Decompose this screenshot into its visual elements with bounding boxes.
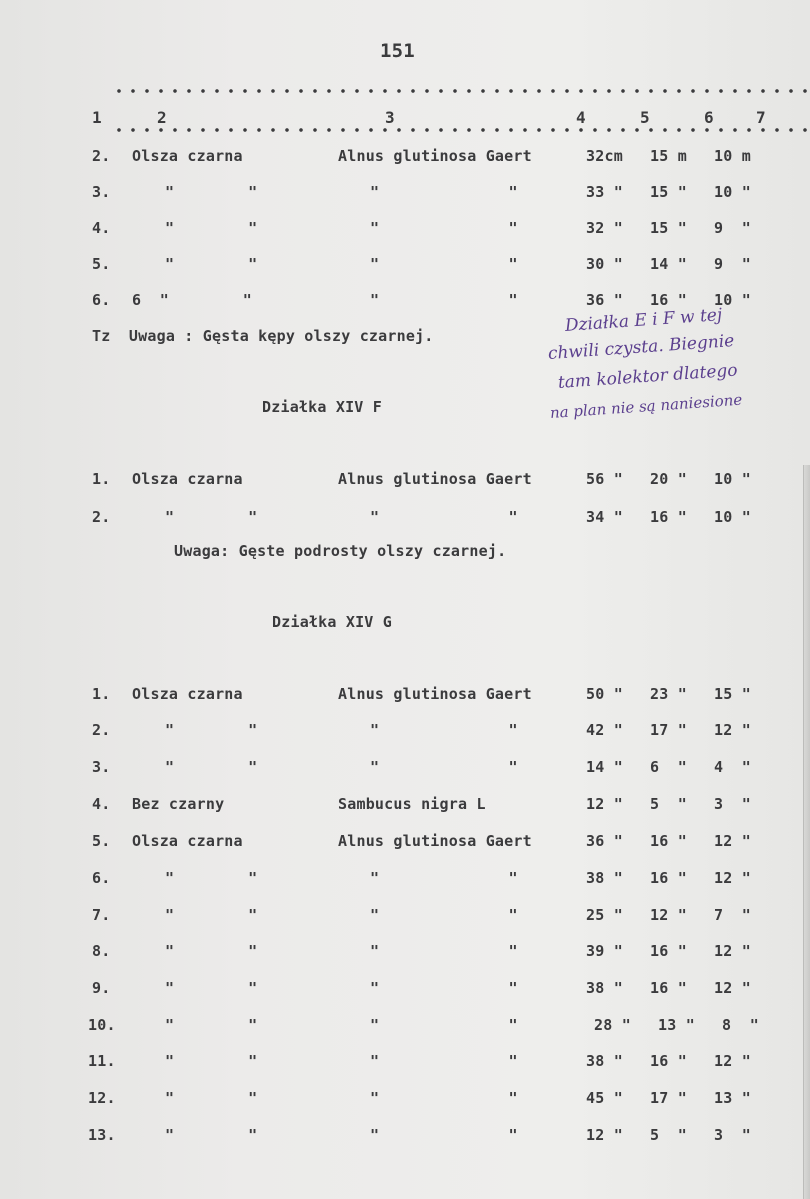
diameter-value: 50 " — [586, 685, 623, 703]
height-value: 17 " — [650, 721, 687, 739]
column-number: 5 — [640, 108, 650, 127]
row-number: 2. — [92, 147, 111, 165]
column-number: 4 — [576, 108, 586, 127]
crown-value: 12 " — [714, 869, 751, 887]
crown-value: 7 " — [714, 906, 751, 924]
crown-value: 12 " — [714, 979, 751, 997]
ditto-mark: " " — [370, 1126, 518, 1144]
dotted-rule-bottom — [112, 127, 810, 133]
handwritten-line: tam kolektor dlatego — [557, 360, 739, 393]
ditto-mark: " " — [165, 979, 258, 997]
polish-name: Bez czarny — [132, 795, 225, 813]
polish-name: Olsza czarna — [132, 470, 243, 488]
diameter-value: 38 " — [586, 869, 623, 887]
height-value: 16 " — [650, 869, 687, 887]
row-number: 7. — [92, 906, 111, 924]
ditto-mark: " " — [370, 1052, 518, 1070]
ditto-mark: " " — [165, 508, 258, 526]
height-value: 17 " — [650, 1089, 687, 1107]
height-value: 16 " — [650, 832, 687, 850]
latin-name: Alnus glutinosa Gaert — [338, 470, 532, 488]
latin-name: Alnus glutinosa Gaert — [338, 685, 532, 703]
crown-value: 10 " — [714, 508, 751, 526]
diameter-value: 56 " — [586, 470, 623, 488]
ditto-mark: " " — [165, 1089, 258, 1107]
height-value: 6 " — [650, 758, 687, 776]
height-value: 16 " — [650, 291, 687, 309]
ditto-mark: " " — [370, 291, 518, 309]
crown-value: 12 " — [714, 832, 751, 850]
note-prev: Tz Uwaga : Gęsta kępy olszy czarnej. — [92, 327, 434, 345]
ditto-mark: " " — [370, 906, 518, 924]
ditto-mark: " " — [370, 942, 518, 960]
diameter-value: 28 " — [594, 1016, 631, 1034]
crown-value: 15 " — [714, 685, 751, 703]
ditto-mark: " " — [370, 979, 518, 997]
ditto-mark: " " — [370, 255, 518, 273]
note-f: Uwaga: Gęste podrosty olszy czarnej. — [174, 542, 507, 560]
ditto-mark: " " — [370, 508, 518, 526]
diameter-value: 36 " — [586, 832, 623, 850]
latin-name: Sambucus nigra L — [338, 795, 486, 813]
row-number: 13. — [88, 1126, 116, 1144]
row-number: 3. — [92, 183, 111, 201]
diameter-value: 32cm — [586, 147, 623, 165]
ditto-mark: " " — [165, 219, 258, 237]
height-value: 16 " — [650, 979, 687, 997]
height-value: 13 " — [658, 1016, 695, 1034]
ditto-mark: " " — [165, 1016, 258, 1034]
section-title: Działka XIV F — [262, 398, 382, 416]
ditto-mark: " " — [165, 721, 258, 739]
height-value: 16 " — [650, 942, 687, 960]
height-value: 16 " — [650, 508, 687, 526]
diameter-value: 34 " — [586, 508, 623, 526]
row-number: 2. — [92, 508, 111, 526]
ditto-mark: " " — [165, 906, 258, 924]
diameter-value: 30 " — [586, 255, 623, 273]
crown-value: 9 " — [714, 255, 751, 273]
diameter-value: 14 " — [586, 758, 623, 776]
row-number: 2. — [92, 721, 111, 739]
diameter-value: 33 " — [586, 183, 623, 201]
height-value: 15 " — [650, 183, 687, 201]
height-value: 5 " — [650, 1126, 687, 1144]
row-number: 4. — [92, 219, 111, 237]
row-number: 9. — [92, 979, 111, 997]
diameter-value: 36 " — [586, 291, 623, 309]
ditto-mark: " " — [370, 1089, 518, 1107]
column-number: 7 — [756, 108, 766, 127]
crown-value: 10 m — [714, 147, 751, 165]
height-value: 12 " — [650, 906, 687, 924]
handwritten-line: Działka E i F w tej — [564, 305, 723, 336]
ditto-mark: " " — [165, 942, 258, 960]
crown-value: 12 " — [714, 1052, 751, 1070]
diameter-value: 12 " — [586, 1126, 623, 1144]
height-value: 15 " — [650, 219, 687, 237]
row-number: 6. — [92, 869, 111, 887]
dotted-rule-top — [112, 88, 810, 94]
polish-name: Olsza czarna — [132, 685, 243, 703]
ditto-mark: " " — [370, 219, 518, 237]
row-number: 12. — [88, 1089, 116, 1107]
crown-value: 13 " — [714, 1089, 751, 1107]
ditto-mark: " " — [370, 1016, 518, 1034]
handwritten-line: na plan nie są naniesione — [549, 390, 743, 422]
height-value: 23 " — [650, 685, 687, 703]
row-number: 11. — [88, 1052, 116, 1070]
row-number: 6. — [92, 291, 111, 309]
column-number: 2 — [157, 108, 167, 127]
section-title: Działka XIV G — [272, 613, 392, 631]
crown-value: 9 " — [714, 219, 751, 237]
ditto-mark: " " — [370, 758, 518, 776]
crown-value: 10 " — [714, 183, 751, 201]
ditto-mark: " " — [370, 183, 518, 201]
crown-value: 10 " — [714, 470, 751, 488]
diameter-value: 38 " — [586, 979, 623, 997]
diameter-value: 12 " — [586, 795, 623, 813]
polish-name: Olsza czarna — [132, 832, 243, 850]
latin-name: Alnus glutinosa Gaert — [338, 832, 532, 850]
diameter-value: 42 " — [586, 721, 623, 739]
ditto-mark: " " — [165, 758, 258, 776]
row-number: 1. — [92, 470, 111, 488]
crown-value: 8 " — [722, 1016, 759, 1034]
column-number: 3 — [385, 108, 395, 127]
row-number: 5. — [92, 255, 111, 273]
crown-value: 10 " — [714, 291, 751, 309]
crown-value: 12 " — [714, 721, 751, 739]
column-number: 1 — [92, 108, 102, 127]
diameter-value: 25 " — [586, 906, 623, 924]
crown-value: 3 " — [714, 795, 751, 813]
row-number: 10. — [88, 1016, 116, 1034]
row-number: 8. — [92, 942, 111, 960]
page-edge-shadow — [803, 465, 810, 1199]
diameter-value: 38 " — [586, 1052, 623, 1070]
height-value: 5 " — [650, 795, 687, 813]
row-number: 4. — [92, 795, 111, 813]
height-value: 20 " — [650, 470, 687, 488]
diameter-value: 32 " — [586, 219, 623, 237]
crown-value: 12 " — [714, 942, 751, 960]
polish-name: Olsza czarna — [132, 147, 243, 165]
height-value: 15 m — [650, 147, 687, 165]
ditto-mark: " " — [165, 255, 258, 273]
crown-value: 3 " — [714, 1126, 751, 1144]
ditto-mark: 6 " " — [132, 291, 252, 309]
row-number: 1. — [92, 685, 111, 703]
column-number: 6 — [704, 108, 714, 127]
height-value: 16 " — [650, 1052, 687, 1070]
page-number: 151 — [380, 40, 415, 62]
diameter-value: 39 " — [586, 942, 623, 960]
diameter-value: 45 " — [586, 1089, 623, 1107]
handwritten-line: chwili czysta. Biegnie — [547, 331, 735, 364]
latin-name: Alnus glutinosa Gaert — [338, 147, 532, 165]
height-value: 14 " — [650, 255, 687, 273]
ditto-mark: " " — [165, 1052, 258, 1070]
ditto-mark: " " — [370, 721, 518, 739]
row-number: 3. — [92, 758, 111, 776]
crown-value: 4 " — [714, 758, 751, 776]
ditto-mark: " " — [165, 1126, 258, 1144]
ditto-mark: " " — [165, 183, 258, 201]
row-number: 5. — [92, 832, 111, 850]
ditto-mark: " " — [165, 869, 258, 887]
ditto-mark: " " — [370, 869, 518, 887]
